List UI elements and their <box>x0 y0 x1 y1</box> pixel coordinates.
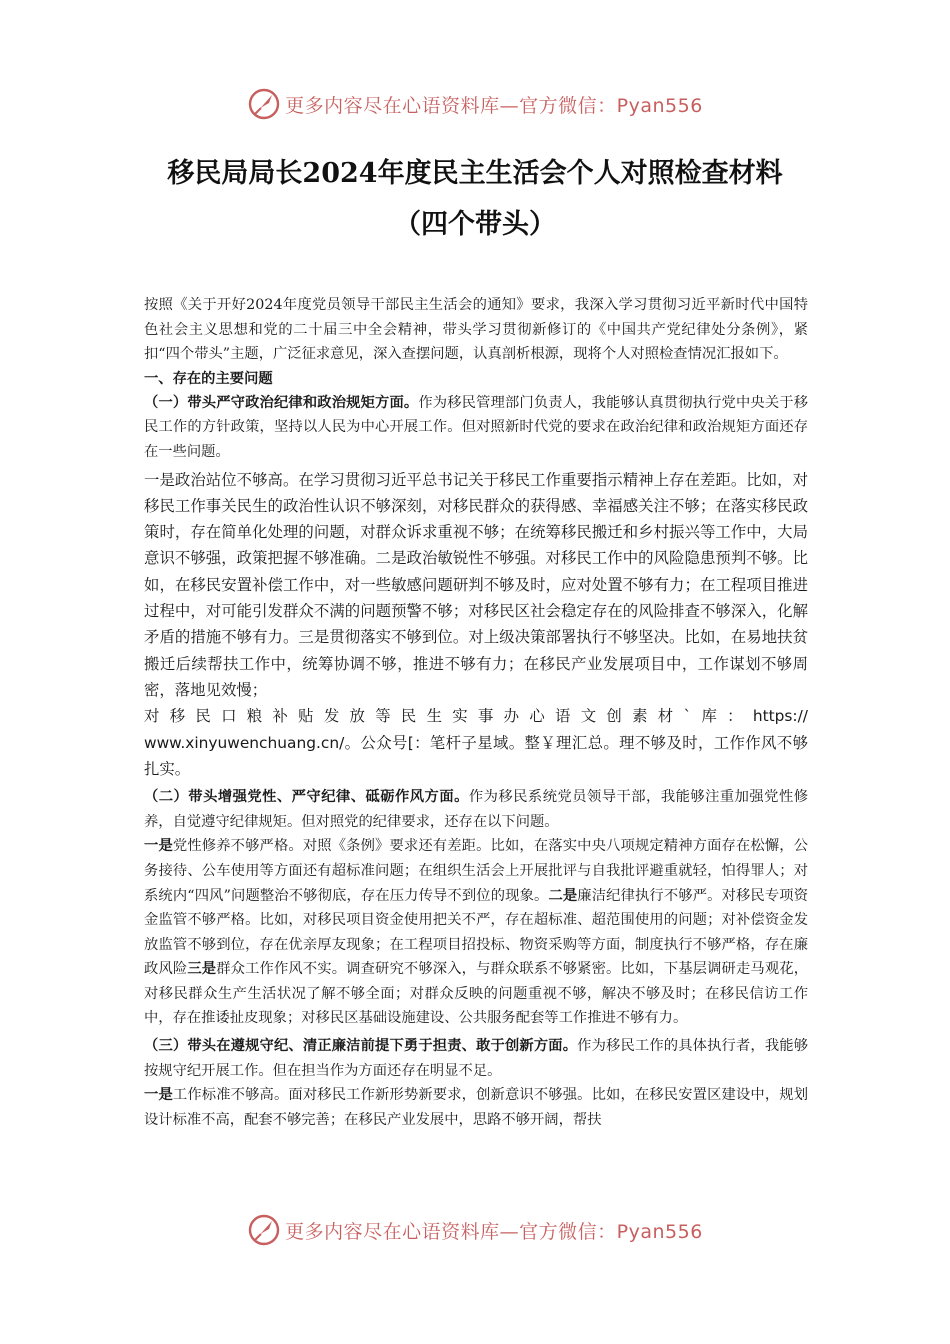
part2-item1-text: 党性修养不够严格。对照《条例》要求还有差距。比如，在落实中央八项规定精神方面存在松懈，公务接待、公车使用等方面还有超标准问题；在组织生活会上开展批评与自我批评避重就轻，怕得罪人；对系统内“四风”问题整治不够彻底，存在压力传导不到位的现象。 <box>144 838 809 904</box>
part1-detail-text: 一是政治站位不够高。在学习贯彻习近平总书记关于移民工作重要指示精神上存在差距。比如，对移民工作事关民生的政治性认识不够深刻，对移民群众的获得感、幸福感关注不够；在落实移民政策时，存在简单化处理的问题，对群众诉求重视不够；在统筹移民搬迁和乡村振兴等工作中，大局意识不够强，政策把握不够准确。二是政治敏锐性不够强。对移民工作中的风险隐患预判不够。比如，在移民安置补偿工作中，对一些敏感问题研判不够及时，应对处置不够有力；在工程项目推进过程中，对可能引发群众不满的问题预警不够；对移民区社会稳定存在的风险排查不够深入，化解矛盾的措施不够有力。三是贯彻落实不够到位。对上级决策部署执行不够坚决。比如，在易地扶贫搬迁后续帮扶工作中，统筹协调不够，推进不够有力；在移民产业发展项目中，工作谋划不够周密，落地见效慢； <box>144 470 808 699</box>
part2-item2-label: 二是 <box>548 887 578 904</box>
watermark-header <box>0 84 950 124</box>
part1-detail-tail: www.xinyuwenchuang.cn/。公众号[：笔杆子星域。整￥理汇总。理不够及时，工作作风不够扎实。 <box>144 733 808 778</box>
watermark-text: 更多内容尽在心语资料库—官方微信：Pyan556 <box>285 1220 703 1243</box>
part2-item1-label: 一是 <box>144 838 173 855</box>
part2-text: 作为移民系统党员领导干部，我能够注重加强党性修养，自觉遵守纪律规矩。但对照党的纪律要求，还存在以下问题。 <box>144 789 809 830</box>
quill-logo-icon <box>247 87 281 121</box>
part1-heading: （一）带头严守政治纪律和政治规矩方面。 <box>144 394 419 411</box>
watermark-footer <box>0 1210 950 1250</box>
watermark-text: 更多内容尽在心语资料库—官方微信：Pyan556 <box>285 94 703 117</box>
part2-heading: （二）带头增强党性、严守纪律、砥砺作风方面。 <box>144 789 469 806</box>
document-body <box>144 293 808 1132</box>
part2-item2-text: 廉洁纪律执行不够严。对移民专项资金监管不够严格。比如，对移民项目资金使用把关不严，存在超标准、超范围使用的问题；对补偿资金发放监管不够到位，存在优亲厚友现象；在工程项目招投标、物资采购等方面，制度执行不够严格，存在廉政风险 <box>144 887 809 978</box>
part3-item1-label: 一是 <box>144 1087 173 1104</box>
part1-paragraph <box>144 391 808 465</box>
part3-text: 作为移民工作的具体执行者，我能够按规守纪开展工作。但在担当作为方面还存在明显不足。 <box>144 1038 809 1079</box>
part1-detail-spaced-line: 对移民口粮补贴发放等民生实事办心语文创素材`库：https:// <box>144 707 808 726</box>
part2-item3-text: 群众工作作风不实。调查研究不够深入，与群众联系不够紧密。比如，下基层调研走马观花，对移民群众生产生活状况了解不够全面；对群众反映的问题重视不够，解决不够及时；在移民信访工作中，存在推诿扯皮现象；对移民区基础设施建设、公共服务配套等工作推进不够有力。 <box>144 961 809 1027</box>
document-subtitle: （四个带头） <box>394 209 556 240</box>
part2-paragraph <box>144 785 808 834</box>
part3-heading: （三）带头在遵规守纪、清正廉洁前提下勇于担责、敢于创新方面。 <box>144 1038 578 1055</box>
section-heading-issues: 一、存在的主要问题 <box>144 370 273 387</box>
part1-detail <box>144 467 808 783</box>
part3-items <box>144 1083 808 1132</box>
quill-logo-icon <box>247 1213 281 1247</box>
part3-item1-text: 工作标准不够高。面对移民工作新形势新要求，创新意识不够强。比如，在移民安置区建设中，规划设计标准不高，配套不够完善；在移民产业发展中，思路不够开阔，帮扶 <box>144 1087 809 1128</box>
intro-paragraph: 按照《关于开好2024年度党员领导干部民主生活会的通知》要求，我深入学习贯彻习近平新时代中国特色社会主义思想和党的二十届三中全会精神，带头学习贯彻新修订的《中国共产党纪律处分条例》，紧扣“四个带头”主题，广泛征求意见，深入查摆问题，认真剖析根源，现将个人对照检查情况汇报如下。 <box>144 297 808 363</box>
part2-item3-label: 三是 <box>187 961 217 978</box>
part2-items <box>144 834 808 1031</box>
part1-text: 作为移民管理部门负责人，我能够认真贯彻执行党中央关于移民工作的方针政策，坚持以人民为中心开展工作。但对照新时代党的要求在政治纪律和政治规矩方面还存在一些问题。 <box>144 394 809 460</box>
document-title: 移民局局长2024年度民主生活会个人对照检查材料 <box>167 158 783 189</box>
part3-paragraph <box>144 1034 808 1083</box>
